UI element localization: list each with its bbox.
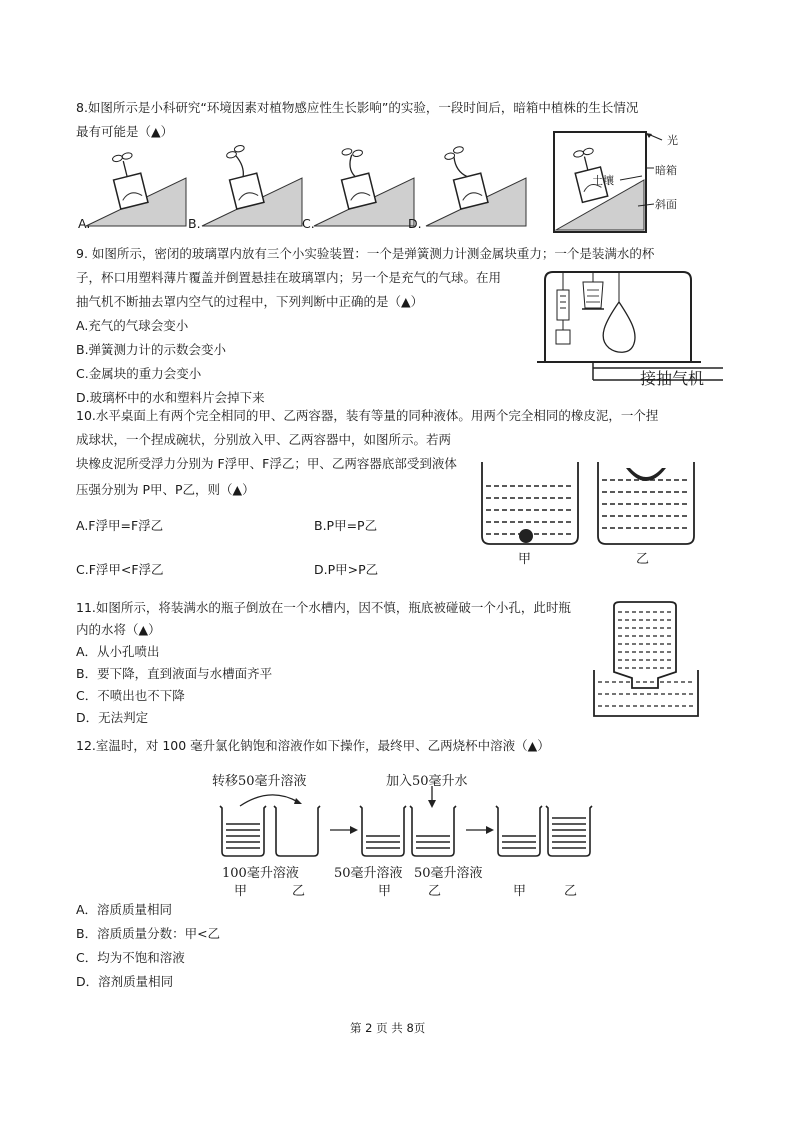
- q11-option-b: B．要下降，直到液面与水槽面齐平: [76, 666, 273, 681]
- q10-stem-line4: 压强分别为 P甲、P乙，则（▲）: [76, 482, 255, 497]
- q8-fig-d: [426, 143, 526, 226]
- q12-beaker-50ml-yi: [410, 806, 456, 856]
- q12-label-50ml-a: 50毫升溶液: [334, 866, 403, 881]
- q12-option-c: C．均为不饱和溶液: [76, 950, 185, 965]
- q12-label-yi-1: 乙: [292, 884, 306, 899]
- q12-transfer-label: 转移50毫升溶液: [212, 774, 307, 789]
- q9-option-d: D.玻璃杯中的水和塑料片会掉下来: [76, 390, 265, 405]
- q8-label-darkbox: 暗箱: [655, 164, 677, 177]
- q9-stem-line3: 抽气机不断抽去罩内空气的过程中，下列判断中正确的是（▲）: [76, 294, 424, 309]
- q8-option-b: B.: [188, 216, 201, 231]
- q12-label-100ml: 100毫升溶液: [222, 866, 299, 881]
- q9-option-b: B.弹簧测力计的示数会变小: [76, 342, 227, 357]
- q12-stem: 12.室温时，对 100 毫升氯化钠饱和溶液作如下操作，最终甲、乙两烧杯中溶液（▲）: [76, 738, 550, 753]
- q8-label-soil: 土壤: [592, 174, 614, 187]
- q12-beaker-100ml: [220, 806, 266, 856]
- q12-option-a: A．溶质质量相同: [76, 902, 173, 917]
- q11-stem-line1: 11.如图所示，将装满水的瓶子倒放在一个水槽内，因不慎，瓶底被碰破一个小孔，此时瓶: [76, 600, 571, 615]
- q10-stem-line2: 成球状，一个捏成碗状，分别放入甲、乙两容器中，如图所示。若两: [76, 432, 452, 447]
- q9-stem-line1: 9. 如图所示，密闭的玻璃罩内放有三个小实验装置：一个是弹簧测力计测金属块重力；一个是装满水的杯: [76, 246, 655, 261]
- q12-beakers-figure: [210, 782, 600, 862]
- q12-beaker-empty: [274, 806, 320, 856]
- q8-label-slope: 斜面: [655, 198, 677, 211]
- q8-label-light: 光: [667, 134, 678, 147]
- q12-option-b: B．溶质质量分数：甲<乙: [76, 926, 221, 941]
- q10-option-c: C.F浮甲<F浮乙: [76, 562, 164, 577]
- q8-option-a: A.: [78, 216, 91, 231]
- q12-beaker-final-jia: [496, 806, 542, 856]
- q10-option-b: B.P甲=P乙: [314, 518, 378, 533]
- q8-stem-line1: 8.如图所示是小科研究“环境因素对植物感应性生长影响”的实验，一段时间后，暗箱中植株的生长情况: [76, 100, 639, 115]
- q9-pump-label: 接抽气机: [640, 369, 705, 388]
- q8-option-c: C.: [302, 216, 315, 231]
- q12-label-yi-2: 乙: [428, 884, 442, 899]
- q10-stem-line3: 块橡皮泥所受浮力分别为 F浮甲、F浮乙；甲、乙两容器底部受到液体: [76, 456, 457, 471]
- q10-label-jia: 甲: [518, 552, 532, 567]
- q12-label-50ml-b: 50毫升溶液: [414, 866, 483, 881]
- q8-option-figures: [76, 138, 516, 238]
- q12-option-d: D．溶剂质量相同: [76, 974, 174, 989]
- q12-beaker-final-yi: [546, 806, 592, 856]
- q12-beaker-50ml-jia: [360, 806, 406, 856]
- q10-label-yi: 乙: [636, 552, 650, 567]
- q12-label-jia-1: 甲: [234, 884, 248, 899]
- q10-option-a: A.F浮甲=F浮乙: [76, 518, 164, 533]
- q9-option-c: C.金属块的重力会变小: [76, 366, 202, 381]
- q8-stem-line2: 最有可能是（▲）: [76, 124, 174, 139]
- q8-fig-a: [86, 151, 186, 226]
- q8-option-d: D.: [408, 216, 422, 231]
- q8-fig-b: [202, 143, 302, 226]
- q11-option-c: C．不喷出也不下降: [76, 688, 185, 703]
- q9-stem-line2: 子，杯口用塑料薄片覆盖并倒置悬挂在玻璃罩内；另一个是充气的气球。在用: [76, 270, 502, 285]
- q12-label-yi-3: 乙: [564, 884, 578, 899]
- q8-fig-c: [314, 145, 414, 226]
- q10-containers-figure: [478, 460, 698, 550]
- q11-option-a: A．从小孔喷出: [76, 644, 160, 659]
- q11-bottle-figure: [592, 600, 702, 720]
- page-footer: 第 2 页 共 8页: [350, 1021, 426, 1035]
- q12-add-water-label: 加入50毫升水: [386, 774, 468, 789]
- q12-label-jia-2: 甲: [378, 884, 392, 899]
- q11-stem-line2: 内的水将（▲）: [76, 622, 161, 637]
- q11-option-d: D．无法判定: [76, 710, 149, 725]
- q10-stem-line1: 10.水平桌面上有两个完全相同的甲、乙两容器，装有等量的同种液体。用两个完全相同的橡皮泥，一个捏: [76, 408, 659, 423]
- q12-label-jia-3: 甲: [513, 884, 527, 899]
- q10-option-d: D.P甲>P乙: [314, 562, 379, 577]
- q9-option-a: A.充气的气球会变小: [76, 318, 189, 333]
